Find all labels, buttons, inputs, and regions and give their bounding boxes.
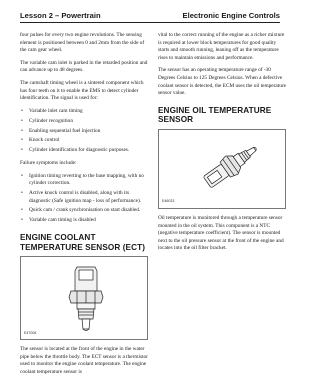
page-header <box>20 9 280 25</box>
paragraph: Failure symptoms include: <box>20 159 77 166</box>
paragraph: The camshaft timing wheel is a sintered component which has four teeth on it to enable the EMS to detect cylinder identification. The signal is used for: <box>20 79 144 102</box>
list-item: • Variable cam timing is disabled <box>29 217 148 225</box>
paragraph: vital to the correct running of the engine as a richer mixture is required at lower block temperatures for good quality starts and smooth running, leaning off as the temperature rises to maintain emissions and performance. <box>158 32 285 61</box>
paragraph: The sensor has an operating temperature range of -30 Degrees Celsius to 125 Degrees Celsius. When a defective coolant sensor is detected, the ECM uses the oil temperature sensor value. <box>158 67 286 97</box>
ect-heading: ENGINE COOLANT TEMPERATURE SENSOR (ECT) <box>20 232 146 252</box>
ect-sensor-figure <box>20 256 148 340</box>
list-item: • Cylinder recognition <box>29 118 148 126</box>
eot-heading: ENGINE OIL TEMPERATURE SENSOR <box>158 105 272 125</box>
paragraph: Oil temperature is monitored through a temperature sensor mounted in the oil system. This component is a NTC (negative temperature coefficient). The sensor is mounted next to the oil pressure sensor at the front of the engine and locates into the oil filter bracket. <box>158 214 284 252</box>
list-item: • Knock control <box>29 137 148 145</box>
figure-code: E46033 <box>162 199 175 204</box>
list-item: • Quick cam / crank synchronisation on start disabled. <box>29 207 148 215</box>
paragraph: The sensor is located at the front of the engine in the water pipe below the throttle body. The ECT sensor is a thermistor used to monitor the engine coolant temperature. The engine coolant temperature sensor is <box>20 346 148 375</box>
ect-sensor-illustration <box>21 257 148 339</box>
list-item: • Active knock control is disabled, along with its diagnostic (Safe ignition map - loss of performance). <box>29 190 148 205</box>
list-item: • Enabling sequential fuel injection <box>29 128 148 136</box>
list-item: • Cylinder identification for diagnostic purposes. <box>29 147 148 155</box>
paragraph: The variable cam inlet is parked in the retarded position and can advance up to 48 degrees. <box>20 59 148 74</box>
failure-symptoms-list <box>20 173 148 225</box>
left-column <box>20 32 148 382</box>
list-item: • Ignition timing reverting to the base mapping, with no cylinder correction. <box>29 173 148 188</box>
figure-code: E47008 <box>24 330 37 335</box>
paragraph: four pulses for every two engine revolutions. The sensing element is positioned between 0 and 2mm from the side of the cam gear wheel. <box>20 32 145 54</box>
right-column <box>158 32 286 258</box>
eot-sensor-illustration <box>159 130 286 208</box>
lesson-title: Lesson 2 – Powertrain <box>20 11 101 20</box>
section-title: Electronic Engine Controls <box>182 11 280 20</box>
header-rule <box>20 22 280 23</box>
list-item: • Variable inlet cam timing <box>29 108 148 116</box>
signal-uses-list <box>20 108 148 155</box>
eot-sensor-figure <box>158 129 286 209</box>
